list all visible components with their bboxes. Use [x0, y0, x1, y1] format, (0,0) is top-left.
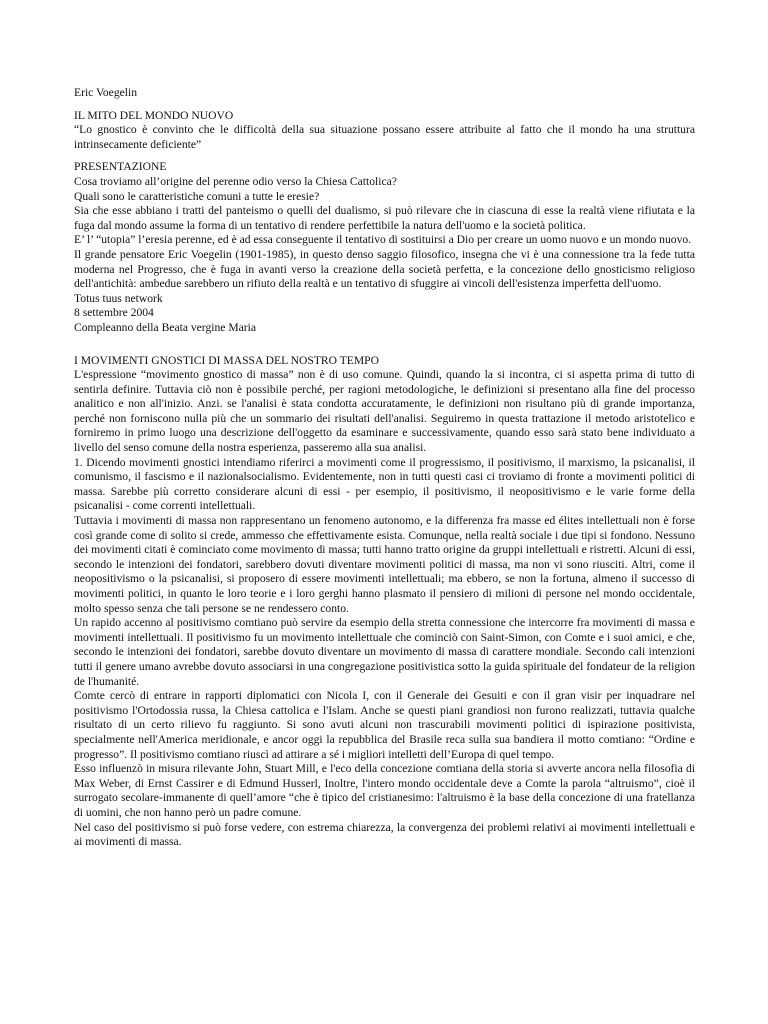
chapter-paragraph: Tuttavia i movimenti di massa non rappresentano un fenomeno autonomo, e la differenza fra masse ed élites intellettuali non è forse così grande come di solito si crede, ammesso che effettivamente esista. Comunque, nella realtà sociale i due tipi si fondono. Nessuno dei movimenti citati è cominciato come movimento di massa; tutti hanno tratto origine da gruppi intellettuali e ristretti. Alcuni di essi, secondo le intenzioni dei fondatori, sarebbero dovuti diventare movimenti politici di massa, ma non vi sono riusciti. Altri, come il neopositivismo o la psicanalisi, si proposero di essere movimenti intellettuali; ma ebbero, se non la fortuna, almeno il successo di movimenti politici, in quanto le loro teorie e i loro gerghi hanno plasmato il pensiero di milioni di persone nel mondo occidentale, molto spesso senza che tali persone se ne rendessero conto. [74, 514, 695, 615]
chapter-paragraph: Nel caso del positivismo si può forse vedere, con estrema chiarezza, la convergenza dei problemi relativi ai movimenti intellettuali e ai movimenti di massa. [74, 820, 695, 849]
presentation-paragraph: Il grande pensatore Eric Voegelin (1901-1985), in questo denso saggio filosofico, insegna che vi è una connessione tra la fede tutta moderna nel Progresso, che è fuga in avanti verso la creazione della società perfetta, e la concezione dello gnosticismo religioso dell'antichità: ambedue sarebbero un rifiuto della realtà e un tentativo di sfuggire ai vincoli dell'esistenza imperfetta dell'uomo. [74, 247, 695, 291]
presentation-paragraph: E’ l’ “utopia” l’eresia perenne, ed è ad essa conseguente il tentativo di sostituirsi a Dio per creare un uomo nuovo e un mondo nuovo. [74, 233, 692, 247]
chapter-paragraph: 1. Dicendo movimenti gnostici intendiamo riferirci a movimenti come il progressismo, il positivismo, il marxismo, la psicanalisi, il comunismo, il fascismo e il nazionalsocialismo. Evidentemente, non in tutti questi casi ci troviamo di fronte a movimenti politici di massa. Sarebbe più corretto considerare alcuni di essi - per esempio, il positivismo, il neopositivismo e le varie forme della psicanalisi - come correnti intellettuali. [74, 455, 695, 513]
spacer [74, 152, 695, 160]
spacer [74, 336, 695, 354]
spacer [74, 101, 695, 109]
book-title: IL MITO DEL MONDO NUOVO [74, 108, 234, 122]
presentation-question-1: Cosa troviamo all’origine del perenne odio verso la Chiesa Cattolica? [74, 174, 397, 188]
date: 8 settembre 2004 [74, 306, 154, 320]
presentation-question-2: Quali sono le caratteristiche comuni a tutte le eresie? [74, 189, 320, 203]
chapter-paragraph: Comte cercò di entrare in rapporti diplomatici con Nicola I, con il Generale dei Gesuiti e con il gran visir per inquadrare nel positivismo l'Ortodossia russa, la Chiesa cattolica e l'Islam. Anche se questi piani grandiosi non furono realizzati, tuttavia qualche risultato di un certo rilievo fu raggiunto. Si sono avuti alcuni non trascurabili movimenti politici di ispirazione positivista, specialmente nell'America meridionale, e ancor oggi la repubblica del Brasile reca sulla sua bandiera il motto comtiano: “Ordine e progresso”. Il positivismo comtiano riuscì ad attirare a sé i migliori intelletti dell’Europa di quel tempo. [74, 689, 695, 761]
chapter-heading: I MOVIMENTI GNOSTICI DI MASSA DEL NOSTRO TEMPO [74, 353, 379, 367]
author-name: Eric Voegelin [74, 86, 138, 99]
chapter-paragraph: Esso influenzò in misura rilevante John, Stuart Mill, e l'eco della concezione comtiana della storia si avverte ancora nella filosofia di Max Weber, di Ernst Cassirer e di Edmund Husserl, Inoltre, l'intero mondo occidentale deve a Comte la parola “altruismo”, cioè il surrogato secolare-immanente di quell’amore “che è tipico del cristianesimo: l'altruismo è la base della concezione di una fratellanza di uomini, che non hanno però un padre comune. [74, 762, 695, 819]
occasion: Compleanno della Beata vergine Maria [74, 320, 257, 334]
chapter-paragraph: Un rapido accenno al positivismo comtiano può servire da esempio della stretta connessione che intercorre fra movimenti di massa e movimenti intellettuali. Il positivismo fu un movimento intellettuale che cominciò con Saint-Simon, con Comte e i suoi amici, e che, secondo le intenzioni dei fondatori, sarebbe dovuto diventare un movimento di massa di carattere mondiale. Secondo cali intenzioni tutti il genere umano avrebbe dovuto associarsi in una congregazione positivistica sotto la guida spirituale del fondateur de la religion de l'humanité. [74, 616, 695, 688]
epigraph: “Lo gnostico è convinto che le difficoltà della sua situazione possano essere attribuite al fatto che il mondo ha una struttura intrinsecamente deficiente” [74, 123, 695, 151]
presentation-paragraph: Sia che esse abbiano i tratti del panteismo o quelli del dualismo, si può rilevare che in ciascuna di esse la realtà viene rifiutata e la fuga dal mondo assume la forma di un tentativo di rendere perfettibile la natura dell'uomo e la società politica. [74, 204, 695, 232]
presentation-heading: PRESENTAZIONE [74, 160, 167, 174]
chapter-paragraph: L'espressione “movimento gnostico di massa” non è di uso comune. Quindi, quando la si incontra, ci si aspetta prima di tutto di sentirla definire. Tuttavia ciò non è possibile perché, per ragioni metodologiche, le definizioni si presentano alla fine del processo analitico e non all'inizio. Anzi. se l'analisi è stata condotta accuratamente, le definizioni non risultano più di grande importanza, perché non forniscono nulla più che un sommario dei risultati dell'analisi. Seguiremo in questa trattazione il metodo aristotelico e forniremo in primo luogo una descrizione dell'oggetto da esaminare e successivamente, quando esso sarà stato bene individuato a livello del senso comune della nostra esperienza, passeremo alla sua analisi. [74, 368, 695, 455]
signature: Totus tuus network [74, 291, 163, 305]
